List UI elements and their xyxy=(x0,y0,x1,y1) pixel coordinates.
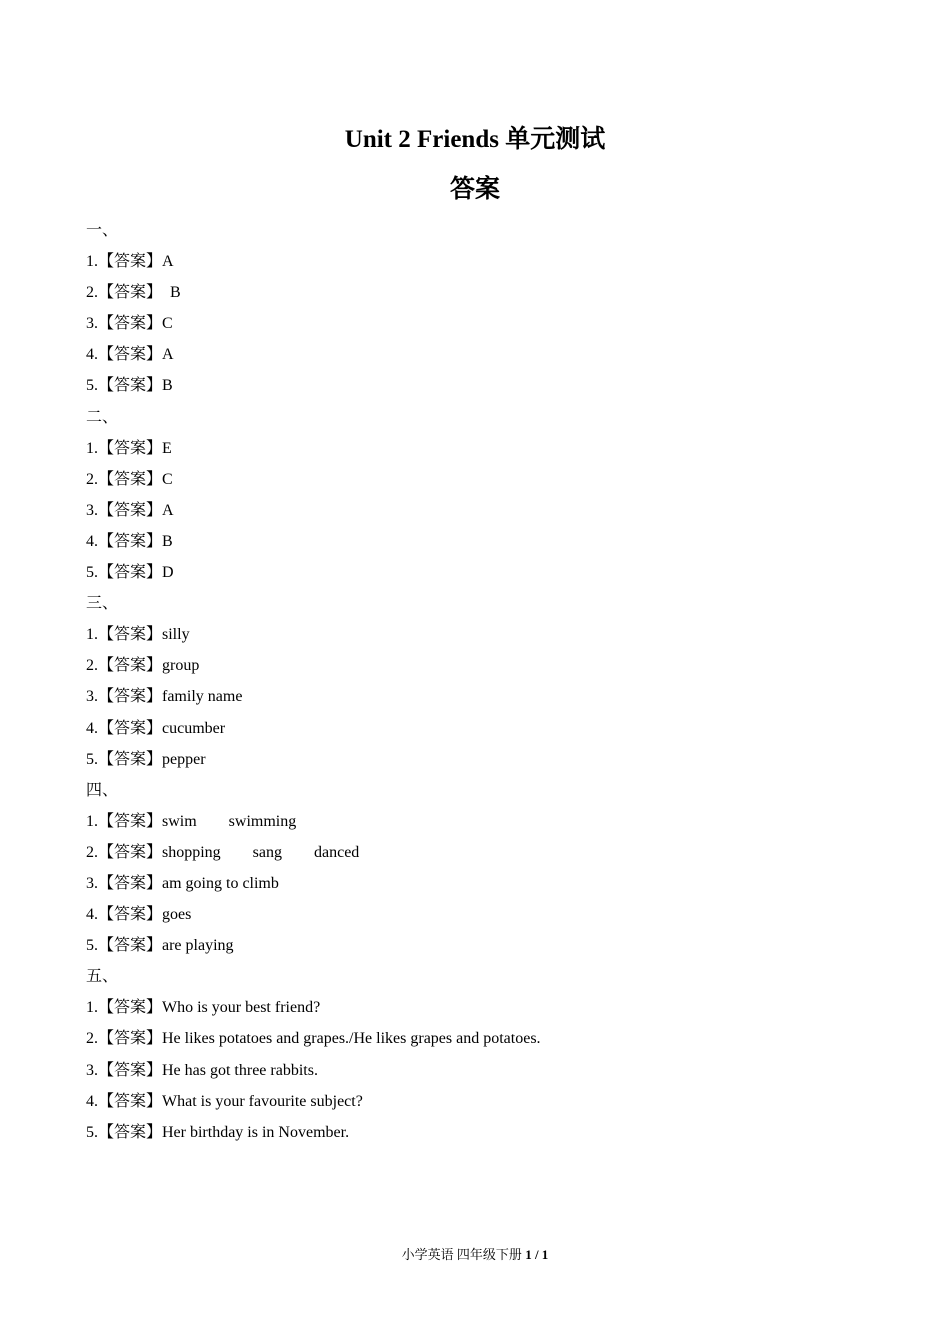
page-subtitle: 答案 xyxy=(449,176,500,203)
answer-line: 2.【答案】group xyxy=(86,657,200,675)
answer-line: 3.【答案】C xyxy=(86,315,173,333)
answer-line: 4.【答案】goes xyxy=(86,906,192,924)
answer-line: 2.【答案】He likes potatoes and grapes./He likes grapes and potatoes. xyxy=(86,1030,541,1048)
answer-body xyxy=(86,215,906,1148)
answer-line: 5.【答案】D xyxy=(86,564,174,582)
answer-line: 2.【答案】shopping sang danced xyxy=(86,843,360,861)
answer-line: 4.【答案】B xyxy=(86,532,173,550)
page-footer xyxy=(0,1245,950,1265)
answer-line: 3.【答案】He has got three rabbits. xyxy=(86,1061,318,1079)
answer-line: 1.【答案】Who is your best friend? xyxy=(86,999,321,1017)
answer-line: 3.【答案】am going to climb xyxy=(86,874,279,892)
answer-line: 3.【答案】family name xyxy=(86,688,243,706)
answer-line: 4.【答案】A xyxy=(86,346,174,364)
answer-line: 5.【答案】Her birthday is in November. xyxy=(86,1123,350,1141)
page-number: 1 / 1 xyxy=(525,1247,549,1262)
answer-line: 1.【答案】A xyxy=(86,253,174,271)
section-heading-3: 三、 xyxy=(86,595,119,613)
answer-line: 4.【答案】cucumber xyxy=(86,719,226,737)
answer-line: 4.【答案】What is your favourite subject? xyxy=(86,1092,363,1110)
section-heading-5: 五、 xyxy=(86,968,119,986)
section-heading-4: 四、 xyxy=(86,781,119,799)
footer-text: 小学英语 四年级下册 xyxy=(401,1247,526,1262)
answer-line: 5.【答案】pepper xyxy=(86,750,206,768)
answer-line: 2.【答案】 B xyxy=(86,284,181,302)
answer-line: 5.【答案】are playing xyxy=(86,937,234,955)
page-title: Unit 2 Friends 单元测试 xyxy=(344,126,606,153)
answer-line: 5.【答案】B xyxy=(86,377,173,395)
answer-line: 2.【答案】C xyxy=(86,470,173,488)
section-heading-2: 二、 xyxy=(86,408,119,426)
answer-line: 1.【答案】E xyxy=(86,439,172,457)
answer-line: 1.【答案】swim swimming xyxy=(86,812,297,830)
section-heading-1: 一、 xyxy=(86,222,119,239)
answer-line: 3.【答案】A xyxy=(86,501,174,519)
answer-line: 1.【答案】silly xyxy=(86,626,190,644)
